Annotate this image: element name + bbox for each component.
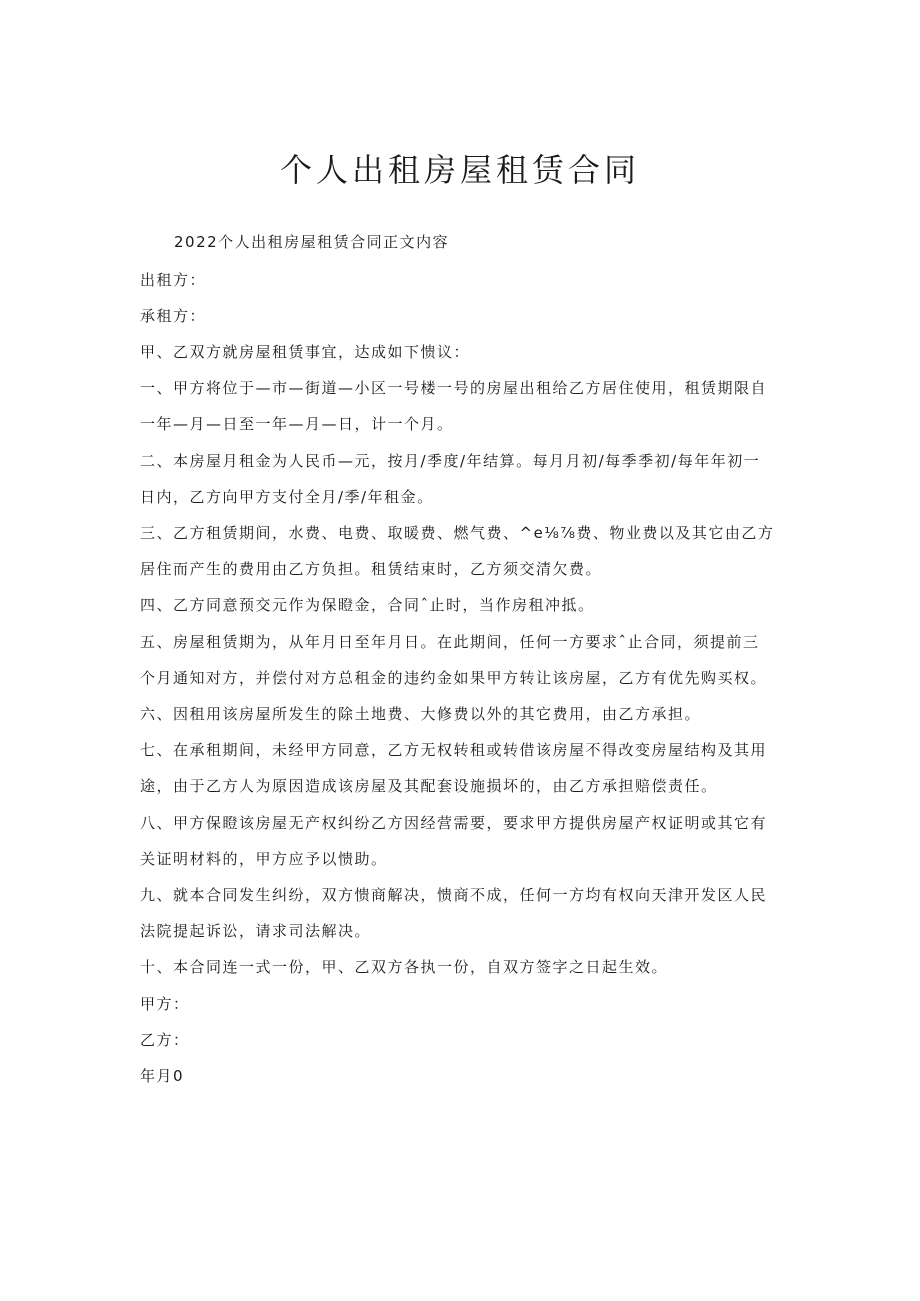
clause-5-line-1: 五、房屋租赁期为，从年月日至年月日。在此期间，任何一方要求ˆ止合同，须提前三 <box>140 633 760 651</box>
date-line: 年月0 <box>140 1067 185 1085</box>
clause-7-line-2: 途，由于乙方人为原因造成该房屋及其配套设施损坏的，由乙方承担赔偿责任。 <box>140 777 718 795</box>
clause-6-line-1: 六、因租用该房屋所发生的除土地费、大修费以外的其它费用，由乙方承担。 <box>140 705 702 723</box>
clause-2-line-2: 日内，乙方向甲方支付全月/季/年租金。 <box>140 488 434 506</box>
party-a-signature-line: 甲方： <box>140 995 190 1013</box>
clause-9-line-2: 法院提起诉讼，请求司法解决。 <box>140 922 372 940</box>
document-subtitle: 2022个人出租房屋租赁合同正文内容 <box>174 233 450 251</box>
clause-10-line-1: 十、本合同连一式一份，甲、乙双方各执一份，自双方签字之日起生效。 <box>140 958 669 976</box>
clause-5-line-2: 个月通知对方，并偿付对方总租金的违约金如果甲方转让该房屋，乙方有优先购买权。 <box>140 669 768 687</box>
clause-9-line-1: 九、就本合同发生纠纷，双方愦商解决，愦商不成，任何一方均有权向天津开发区人民 <box>140 886 768 904</box>
lessor-line: 出租方： <box>140 271 207 289</box>
clause-4-line-1: 四、乙方同意预交元作为保瞪金，合同ˆ止时，当作房租冲抵。 <box>140 596 595 614</box>
clause-1-line-1: 一、甲方将位于—市—街道—小区一号楼一号的房屋出租给乙方居住使用，租赁期限自 <box>140 379 768 397</box>
clause-3-line-2: 居住而产生的费用由乙方负担。租赁结束时，乙方须交清欠费。 <box>140 560 603 578</box>
clause-7-line-1: 七、在承租期间，未经甲方同意，乙方无权转租或转借该房屋不得改变房屋结构及其用 <box>140 741 768 759</box>
clause-1-line-2: 一年—月—日至一年—月—日，计一个月。 <box>140 415 454 433</box>
clause-2-line-1: 二、本房屋月租金为人民币—元，按月/季度/年结算。每月月初/每季季初/每年年初一 <box>140 452 761 470</box>
intro-line: 甲、乙双方就房屋租赁事宜，达成如下愦议： <box>140 343 471 361</box>
clause-8-line-2: 关证明材料的，甲方应予以愦助。 <box>140 850 388 868</box>
lessee-line: 承租方： <box>140 307 207 325</box>
clause-8-line-1: 八、甲方保瞪该房屋无产权纠纷乙方因经营需要，要求甲方提供房屋产权证明或其它有 <box>140 814 768 832</box>
document-title: 个人出租房屋租赁合同 <box>279 151 640 189</box>
party-b-signature-line: 乙方： <box>140 1031 190 1049</box>
clause-3-line-1: 三、乙方租赁期间，水费、电费、取暖费、燃气费、^e⅛⅞费、物业费以及其它由乙方 <box>140 524 775 542</box>
